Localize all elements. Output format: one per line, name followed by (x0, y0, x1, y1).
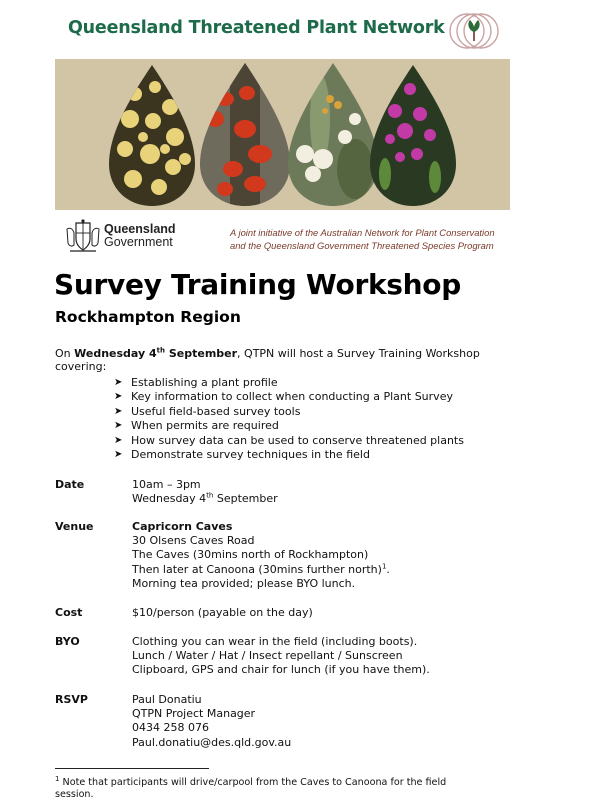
list-item (114, 434, 464, 448)
venue-catering: Morning tea provided; please BYO lunch. (132, 576, 356, 590)
qld-name-line1: Queensland (104, 222, 176, 236)
venue-location: The Caves (30mins north of Rockhampton) (132, 548, 369, 562)
banner-illustration (55, 59, 510, 210)
footnote-divider (55, 768, 209, 769)
venue-address: 30 Olsens Caves Road (132, 534, 255, 548)
byo-label: BYO (55, 635, 80, 648)
byo-line: Lunch / Water / Hat / Insect repellant / Sunscreen (132, 649, 403, 663)
list-item-text: Establishing a plant profile (131, 376, 278, 389)
date-label: Date (55, 478, 85, 491)
intro-line1 (55, 347, 525, 360)
date-day (132, 492, 278, 506)
cost-value: $10/person (payable on the day) (132, 606, 313, 619)
venue-later (132, 563, 390, 577)
intro-date-month: September (165, 347, 238, 360)
rsvp-name: Paul Donatiu (132, 693, 202, 706)
intro-date-bold (74, 347, 237, 360)
arrow-bullet-icon: ➤ (114, 377, 123, 388)
byo-line: Clipboard, GPS and chair for lunch (if you have them). (132, 663, 430, 677)
intro-on: On (55, 347, 75, 360)
intro-rest: , QTPN will host a Survey Training Workshop (237, 347, 480, 360)
footnote-marker: 1 (55, 774, 60, 783)
byo-value (132, 635, 430, 678)
list-item (114, 448, 464, 462)
venue-later-b: . (386, 562, 390, 576)
list-item-text: How survey data can be used to conserve threatened plants (131, 433, 464, 447)
initiative-line2: and the Queensland Government Threatened Species Program (230, 240, 494, 251)
list-item (114, 376, 464, 390)
date-value (132, 478, 278, 506)
date-time: 10am – 3pm (132, 478, 201, 491)
qld-name-line2: Government (104, 235, 173, 249)
list-item (114, 390, 464, 404)
plant-photo-banner (55, 59, 510, 210)
rsvp-label: RSVP (55, 693, 88, 706)
list-item (114, 405, 464, 419)
list-item-text: When permits are required (131, 419, 279, 433)
footnote-ref: 1 (381, 561, 387, 570)
arrow-bullet-icon: ➤ (114, 405, 123, 417)
venue-label: Venue (55, 520, 94, 533)
date-day-sup: th (206, 491, 214, 500)
intro-date-day: Wednesday 4 (74, 347, 157, 360)
footnote (55, 774, 525, 801)
venue-name: Capricorn Caves (132, 520, 233, 533)
date-day-a: Wednesday 4 (132, 492, 207, 506)
arrow-bullet-icon: ➤ (114, 448, 123, 460)
list-item-text: Useful field-based survey tools (131, 404, 301, 418)
arrow-bullet-icon: ➤ (114, 434, 123, 446)
rsvp-phone: 0434 258 076 (132, 721, 209, 735)
footnote-line1 (55, 774, 525, 789)
arrow-bullet-icon: ➤ (114, 391, 123, 403)
qtpn-logo-icon (448, 8, 500, 54)
topic-list (114, 376, 464, 462)
date-day-b: September (213, 492, 278, 506)
joint-initiative-text (230, 226, 510, 252)
venue-value (132, 520, 390, 591)
list-item (114, 419, 464, 433)
rsvp-value (132, 693, 291, 750)
footnote-text: Note that participants will drive/carpool from the Caves to Canoona for the field (59, 777, 447, 788)
footnote-line2: session. (55, 789, 94, 800)
queensland-crest-icon (64, 219, 102, 255)
list-item-text: Key information to collect when conducting a Plant Survey (131, 390, 453, 404)
arrow-bullet-icon: ➤ (114, 420, 123, 432)
rsvp-role: QTPN Project Manager (132, 707, 256, 721)
page-subtitle: Rockhampton Region (55, 308, 241, 326)
intro-paragraph (55, 347, 525, 373)
intro-date-sup: th (156, 346, 166, 355)
page-title: Survey Training Workshop (54, 268, 461, 301)
venue-later-a: Then later at Canoona (30mins further north) (132, 562, 382, 576)
initiative-line1: A joint initiative of the Australian Network for Plant Conservation (230, 227, 495, 238)
org-title: Queensland Threatened Plant Network (68, 18, 445, 38)
byo-line: Clothing you can wear in the field (including boots). (132, 635, 418, 648)
cost-label: Cost (55, 606, 83, 619)
queensland-government-name (104, 223, 176, 249)
list-item-text: Demonstrate survey techniques in the field (131, 447, 370, 461)
rsvp-email[interactable]: Paul.donatiu@des.qld.gov.au (132, 735, 292, 749)
intro-line2: covering: (55, 360, 107, 373)
